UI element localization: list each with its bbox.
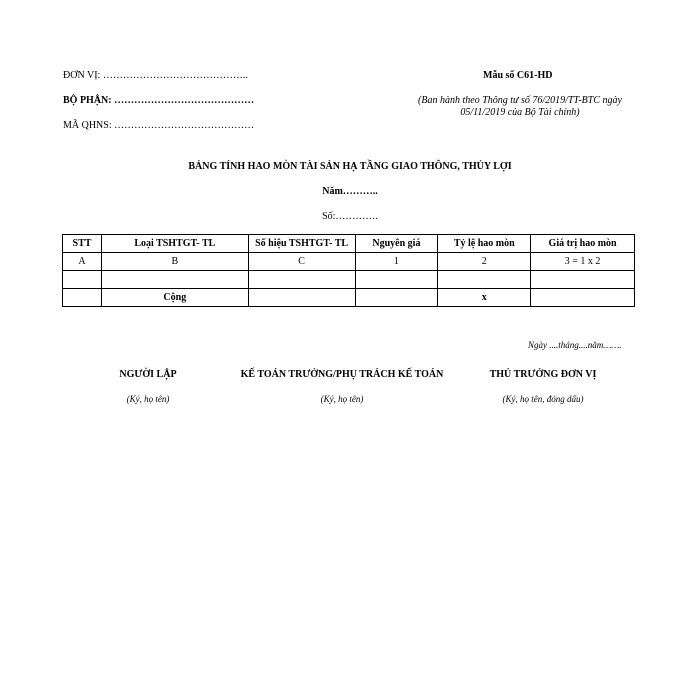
year-line: Năm……….. (322, 186, 378, 197)
code-cell: A (63, 253, 102, 271)
table-code-row (63, 253, 635, 271)
document-title: BẢNG TÍNH HAO MÒN TÀI SẢN HẠ TẦNG GIAO THÔNG, THỦY LỢI (188, 161, 512, 172)
table-cell: x (438, 289, 531, 307)
table-cell[interactable] (63, 271, 102, 289)
budget-code-field: MÃ QHNS: …………………………………… (63, 120, 255, 131)
code-cell: 1 (355, 253, 438, 271)
table-header-row (63, 235, 635, 253)
table-cell (531, 289, 635, 307)
table-cell (248, 289, 355, 307)
chief-accountant-title: KẾ TOÁN TRƯỞNG/PHỤ TRÁCH KẾ TOÁN (240, 369, 444, 380)
depreciation-table (62, 234, 635, 307)
table-total-row (63, 289, 635, 307)
code-cell: B (101, 253, 248, 271)
head-of-unit-title: THỦ TRƯỞNG ĐƠN VỊ (489, 369, 597, 380)
table-cell (63, 289, 102, 307)
preparer-note: (Ký, họ tên) (126, 394, 170, 404)
header-cell: STT (63, 235, 102, 253)
table-cell[interactable] (101, 271, 248, 289)
header-cell: Giá trị hao mòn (531, 235, 635, 253)
head-of-unit-note: (Ký, họ tên, đóng dấu) (502, 394, 584, 404)
table-row (63, 271, 635, 289)
date-line: Ngày ....tháng....năm……. (528, 340, 622, 350)
header-cell: Loại TSHTGT- TL (101, 235, 248, 253)
table-cell[interactable] (531, 271, 635, 289)
header-cell: Nguyên giá (355, 235, 438, 253)
unit-field: ĐƠN VỊ: …………………………………….. (63, 70, 248, 81)
preparer-title: NGƯỜI LẬP (119, 369, 177, 380)
total-label: Cộng (101, 289, 248, 307)
code-cell: 2 (438, 253, 531, 271)
table-cell[interactable] (248, 271, 355, 289)
form-code: Mẫu số C61-HD (483, 70, 553, 81)
table-cell[interactable] (438, 271, 531, 289)
table-cell (355, 289, 438, 307)
department-field: BỘ PHẬN: …………………………………… (63, 95, 255, 106)
code-cell: 3 = 1 x 2 (531, 253, 635, 271)
issued-by-note: (Ban hành theo Thông tư số 76/2019/TT-BTC ngày 05/11/2019 của Bộ Tài chính) (418, 95, 622, 118)
chief-accountant-note: (Ký, họ tên) (320, 394, 364, 404)
header-cell: Tỷ lệ hao mòn (438, 235, 531, 253)
number-line: Số:…………. (322, 211, 378, 222)
header-cell: Số hiệu TSHTGT- TL (248, 235, 355, 253)
table-cell[interactable] (355, 271, 438, 289)
code-cell: C (248, 253, 355, 271)
